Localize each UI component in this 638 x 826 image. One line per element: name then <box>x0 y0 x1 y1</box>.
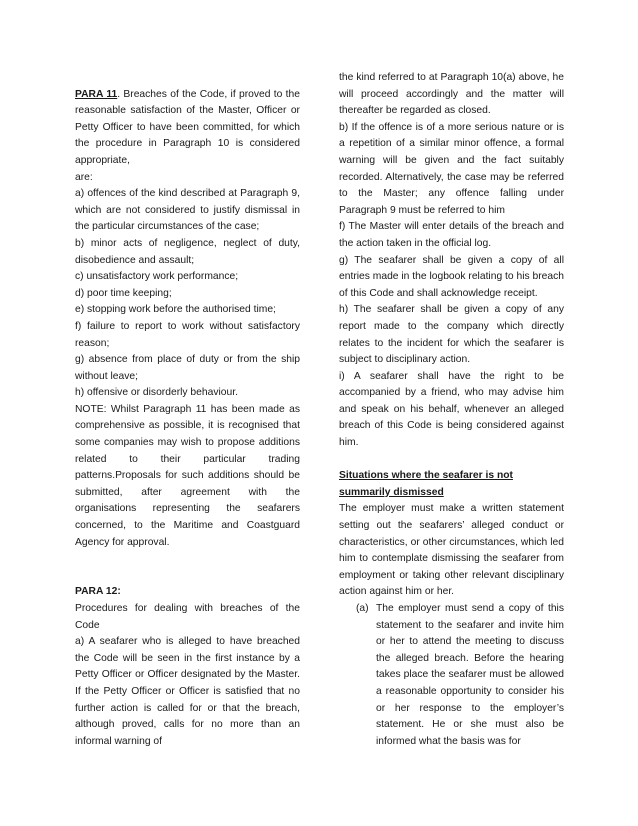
list-item: h) offensive or disorderly behaviour. <box>75 387 238 399</box>
para11-heading: PARA 11 <box>75 88 118 100</box>
list-item: h) The seafarer shall be given a copy of any report made to the company which directly relates to the incident for which the seafarer is subject to disciplinary action. <box>339 304 564 366</box>
right-column <box>339 70 564 750</box>
list-item: g) absence from place of duty or from the ship without leave; <box>75 354 300 382</box>
sub-item-a <box>356 601 564 750</box>
situations-heading: Situations where the seafarer is not summarily dismissed <box>339 470 513 498</box>
list-item: i) A seafarer shall have the right to be accompanied by a friend, who may advise him and speak on his behalf, whenever an alleged breach of this Code is being considered against him. <box>339 370 564 449</box>
para11-intro: . Breaches of the Code, if proved to the reasonable satisfaction of the Master, Officer or Petty Officer to have been committed, for which the procedure in Paragraph 10 is considered appropriate, <box>75 88 300 166</box>
list-item: f) failure to report to work without satisfactory reason; <box>75 320 300 349</box>
left-column <box>75 70 300 750</box>
list-item: e) stopping work before the authorised time; <box>75 304 276 316</box>
list-item: a) offences of the kind described at Paragraph 9, which are not considered to justify dismissal in the particular circumstances of the case; <box>75 188 300 233</box>
para12-heading: PARA 12: <box>75 586 121 598</box>
continuation-text: the kind referred to at Paragraph 10(a) above, he will proceed accordingly and the matter will thereafter be regarded as closed. <box>339 72 564 117</box>
list-item: b) minor acts of negligence, neglect of duty, disobedience and assault; <box>75 237 300 266</box>
list-item: b) If the offence is of a more serious nature or is a repetition of a similar minor offence, a formal warning will be given and the fact suitably recorded. Alternatively, the case may be referred to the Master; any offence falling under Paragraph 9 must be referred to him <box>339 121 564 216</box>
are-label: are: <box>75 171 93 183</box>
list-item: g) The seafarer shall be given a copy of all entries made in the logbook relating to his breach of this Code and shall acknowledge receipt. <box>339 254 564 299</box>
sub-item-label: (a) <box>356 603 369 614</box>
para12-item-a: a) A seafarer who is alleged to have breached the Code will be seen in the first instance by a Petty Officer or Officer designated by the Master. If the Petty Officer or Officer is satisfied that no further action is called for or that the breach, although proved, calls for no more than an informal warning of <box>75 636 300 747</box>
para11-paragraph <box>75 87 300 170</box>
situations-body: The employer must make a written statement setting out the seafarers’ alleged conduct or characteristics, or other circumstances, which led him to contemplate dismissing the seafarer from employment or taking other relevant disciplinary action against him or her. <box>339 503 564 598</box>
note-paragraph: NOTE: Whilst Paragraph 11 has been made as comprehensive as possible, it is recognised that some companies may wish to propose additions related to their particular trading patterns.Proposals for such additions should be submitted, after agreement with the organisations representing the seafarers concerned, to the Maritime and Coastguard Agency for approval. <box>75 403 300 548</box>
para12-title: Procedures for dealing with breaches of the Code <box>75 603 300 631</box>
list-item: d) poor time keeping; <box>75 287 172 299</box>
list-item: c) unsatisfactory work performance; <box>75 271 239 283</box>
sub-item-text: The employer must send a copy of this statement to the seafarer and invite him or her to attend the meeting to discuss the alleged breach. Before the hearing takes place the seafarer must be allowed a reasonable opportunity to consider his or her response to the employer’s statement. He or she must also be informed what the basis was for <box>376 603 564 747</box>
list-item: f) The Master will enter details of the breach and the action taken in the official log. <box>339 221 564 249</box>
